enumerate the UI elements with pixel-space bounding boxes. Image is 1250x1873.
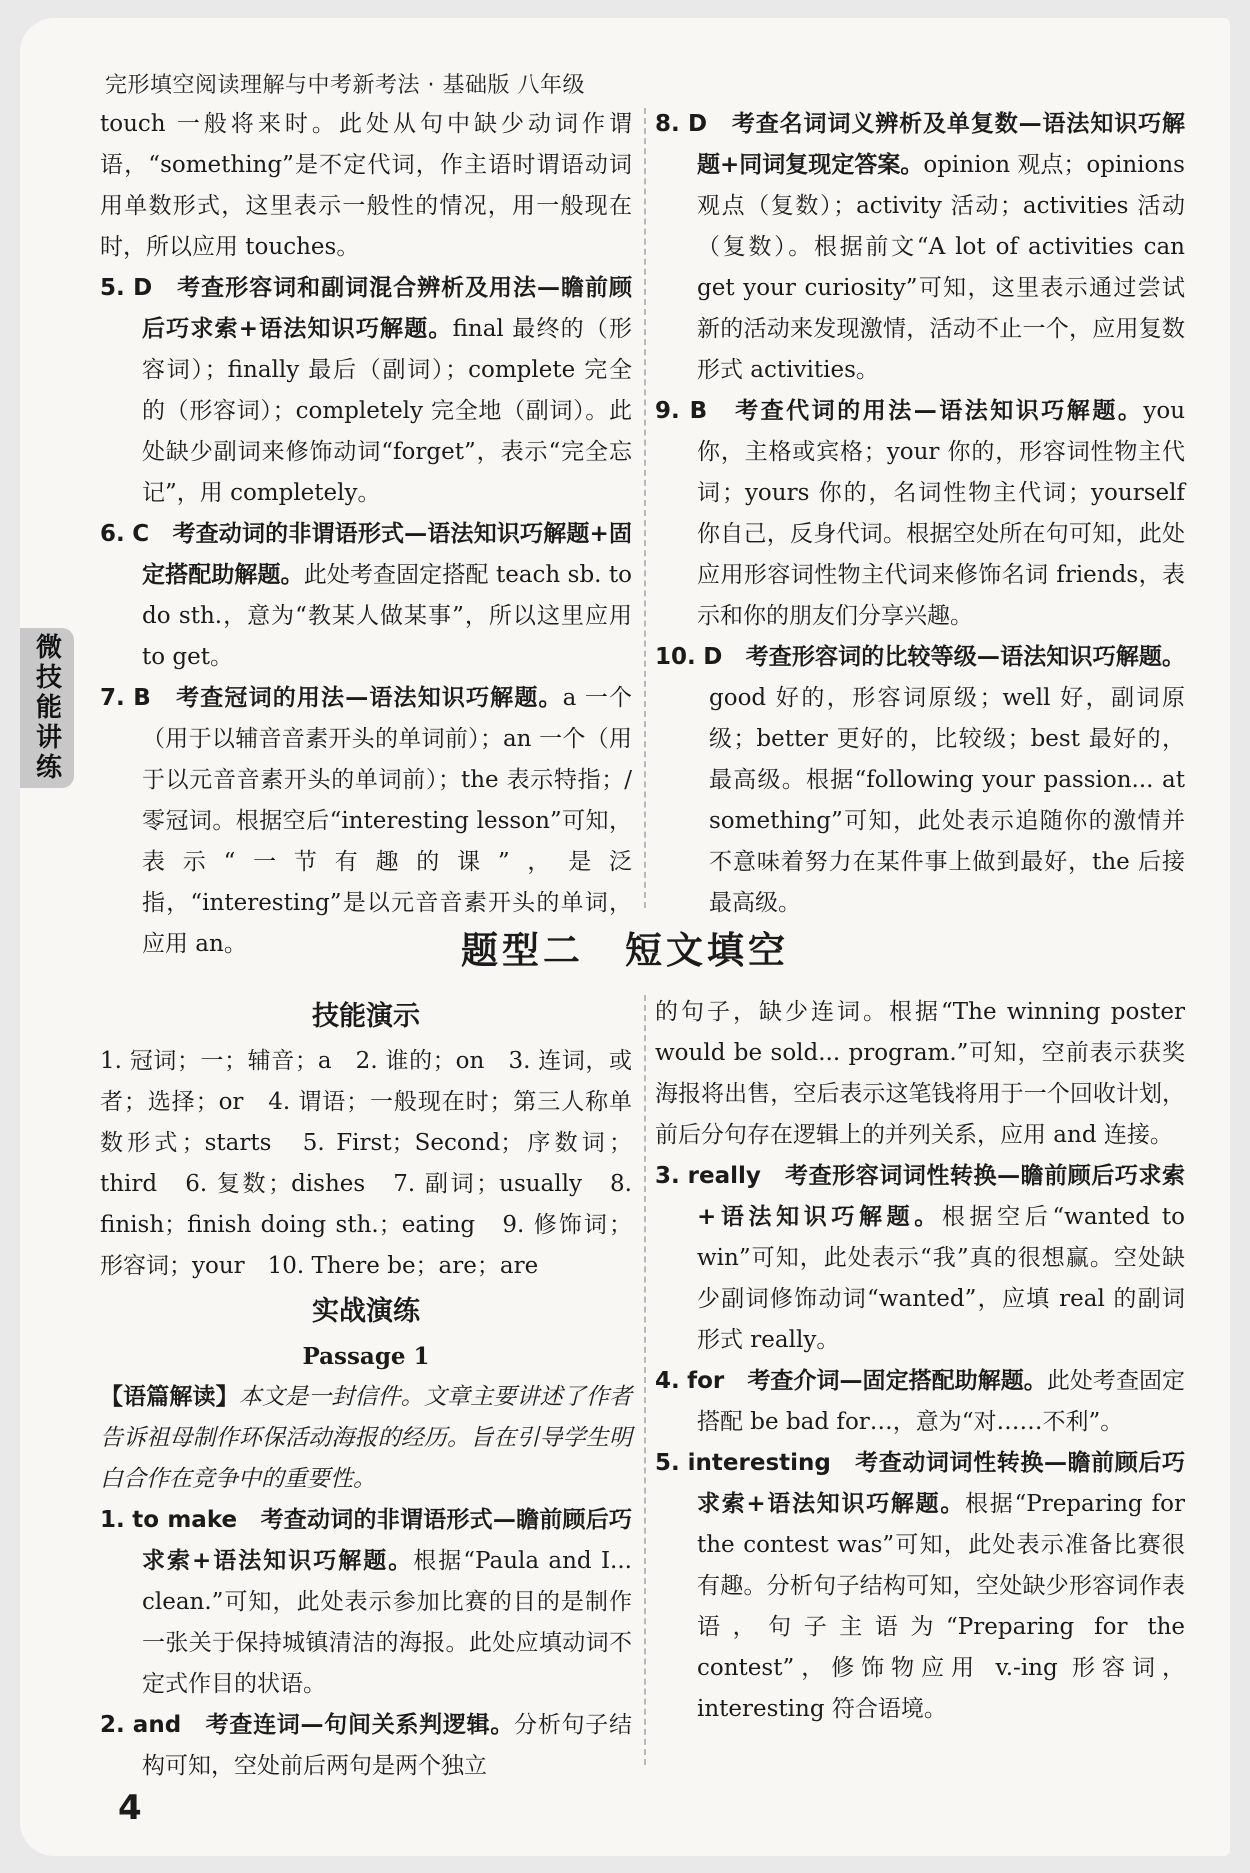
item-answer: really (687, 1163, 761, 1189)
item-tag: 考查动词词性转换—瞻前顾后巧求索+语法知识巧解题。 (697, 1450, 1186, 1517)
item-answer: for (687, 1368, 725, 1394)
item-answer: B (689, 398, 708, 424)
item-number: 7. (100, 685, 125, 711)
item-answer: D (687, 111, 708, 137)
item-explanation: good 好的，形容词原级；well 好，副词原级；better 更好的，比较级；best 最好的，最高级。根据“following your passion... at something”可知，此处表示追随你的激情并不意味着努力在某件事上做到最好，the 后接最高级。 (709, 685, 1185, 916)
item-answer: B (133, 685, 151, 711)
item-tag: 考查形容词的比较等级—语法知识巧解题。 (745, 644, 1186, 670)
answer-item (100, 514, 632, 678)
item-number: 4. (655, 1368, 680, 1394)
answer-item (655, 104, 1185, 391)
item-explanation: 根据“Preparing for the contest was”可知，此处表示准备比赛很有趣。分析句子结构可知，空处缺少形容词作表语，句子主语为“Preparing for the contest”，修饰物应用 v.-ing 形容词，interesting 符合语境。 (697, 1491, 1185, 1722)
item-number: 9. (655, 398, 680, 424)
skill-demo-title: 技能演示 (312, 1001, 420, 1032)
item-explanation: 此处考查固定搭配 teach sb. to do sth.，意为“教某人做某事”，所以这里应用 to get。 (142, 562, 633, 670)
item-tag: 考查连词—句间关系判逻辑。 (205, 1712, 515, 1738)
item-number: 6. (100, 521, 125, 547)
continued-text: 的句子，缺少连词。根据“The winning poster would be sold... program.”可知，空前表示获奖海报将出售，空后表示这笔钱将用于一个回收计划，前后分句存在逻辑上的并列关系，应用 and 连接。 (655, 999, 1185, 1148)
item-explanation: opinion 观点；opinions 观点（复数）；activity 活动；activities 活动（复数）。根据前文“A lot of activities can get your curiosity”可知，这里表示通过尝试新的活动来发现激情，活动不止一个，应用复数形式 activities。 (697, 152, 1185, 383)
item-tag: 考查动词的非谓语形式—语法知识巧解题+固定搭配助解题。 (142, 521, 632, 588)
item-tag: 考查形容词词性转换—瞻前顾后巧求索+语法知识巧解题。 (697, 1163, 1186, 1230)
item-answer: C (132, 521, 150, 547)
answer-item (100, 268, 632, 514)
item-explanation: 此处考查固定搭配 be bad for…，意为“对……不利”。 (697, 1368, 1186, 1435)
column-divider (644, 108, 646, 908)
item-tag: 考查形容词和副词混合辨析及用法—瞻前顾后巧求索+语法知识巧解题。 (142, 275, 633, 342)
item-explanation: 根据“Paula and I... clean.”可知，此处表示参加比赛的目的是制作一张关于保持城镇清洁的海报。此处应填动词不定式作目的状语。 (142, 1548, 632, 1697)
answer-item (100, 1500, 632, 1705)
item-number: 3. (655, 1163, 680, 1189)
item-number: 10. (655, 644, 696, 670)
bottom-left-column (100, 992, 632, 1787)
top-right-column (655, 104, 1185, 924)
answer-item (655, 637, 1185, 924)
column-divider (644, 995, 646, 1765)
item-number: 5. (655, 1450, 680, 1476)
page-number: 4 (118, 1788, 142, 1828)
item-answer: interesting (687, 1450, 831, 1476)
continued-text: touch 一般将来时。此处从句中缺少动词作谓语，“something”是不定代词，作主语时谓语动词用单数形式，这里表示一般性的情况，用一般现在时，所以应用 touches。 (100, 111, 632, 260)
item-tag: 考查代词的用法—语法知识巧解题。 (735, 398, 1144, 424)
answer-item (655, 391, 1185, 637)
practice-title: 实战演练 (312, 1296, 420, 1327)
item-explanation: final 最终的（形容词）；finally 最后（副词）；complete 完全的（形容词）；completely 完全地（副词）。此处缺少副词来修饰动词“forget”，表示“完全忘记”，用 completely。 (142, 316, 632, 506)
passage-interpretation (100, 1377, 632, 1500)
item-explanation: 分析句子结构可知，空处前后两句是两个独立 (142, 1712, 633, 1779)
item-number: 5. (100, 275, 125, 301)
page-header: 完形填空阅读理解与中考新考法 · 基础版 八年级 (105, 73, 585, 98)
section-title: 题型二 短文填空 (461, 928, 789, 972)
item-answer: D (133, 275, 153, 301)
answer-item (655, 1156, 1185, 1361)
side-tab (20, 628, 74, 788)
interpretation-label: 【语篇解读】 (100, 1384, 239, 1410)
item-answer: to make (132, 1507, 238, 1533)
passage-label: Passage 1 (302, 1343, 430, 1370)
item-number: 2. (100, 1712, 125, 1738)
answer-item (655, 1361, 1185, 1443)
side-tab-label: 微技能讲练 (31, 633, 62, 783)
skill-demo-answers: 1. 冠词；一；辅音；a 2. 谁的；on 3. 连词，或者；选择；or 4. 谓语；一般现在时；第三人称单数形式；starts 5. First；Second；序数词；third 6. 复数；dishes 7. 副词；usually 8. finish；finish doing sth.；eating 9. 修饰词；形容词；your 10. There be；are；are (100, 1048, 632, 1279)
item-explanation: a 一个（用于以辅音音素开头的单词前）；an 一个（用于以元音音素开头的单词前）；the 表示特指；/零冠词。根据空后“interesting lesson”可知，表示“一节有趣的课”，是泛指，“interesting”是以元音音素开头的单词，应用 an。 (142, 685, 633, 957)
item-answer: D (703, 644, 723, 670)
item-tag: 考查介词—固定搭配助解题。 (747, 1368, 1047, 1394)
item-answer: and (132, 1712, 182, 1738)
item-tag: 考查动词的非谓语形式—瞻前顾后巧求索+语法知识巧解题。 (142, 1507, 633, 1574)
top-left-column (100, 104, 632, 965)
answer-item (100, 1705, 632, 1787)
item-number: 1. (100, 1507, 125, 1533)
answer-item (655, 1443, 1185, 1730)
item-explanation: 根据空后“wanted to win”可知，此处表示“我”真的很想赢。空处缺少副词修饰动词“wanted”，应填 real 的副词形式 really。 (697, 1204, 1186, 1353)
item-tag: 考查名词词义辨析及单复数—语法知识巧解题+同词复现定答案。 (697, 111, 1186, 178)
bottom-right-column (655, 992, 1185, 1730)
interpretation-text: 本文是一封信件。文章主要讲述了作者告诉祖母制作环保活动海报的经历。旨在引导学生明白合作在竞争中的重要性。 (100, 1384, 633, 1492)
item-explanation: you 你，主格或宾格；your 你的，形容词性物主代词；yours 你的，名词性物主代词；yourself 你自己，反身代词。根据空处所在句可知，此处应用形容词性物主代词来修饰名词 friends，表示和你的朋友们分享兴趣。 (697, 398, 1186, 629)
item-number: 8. (655, 111, 680, 137)
item-tag: 考查冠词的用法—语法知识巧解题。 (176, 685, 563, 711)
